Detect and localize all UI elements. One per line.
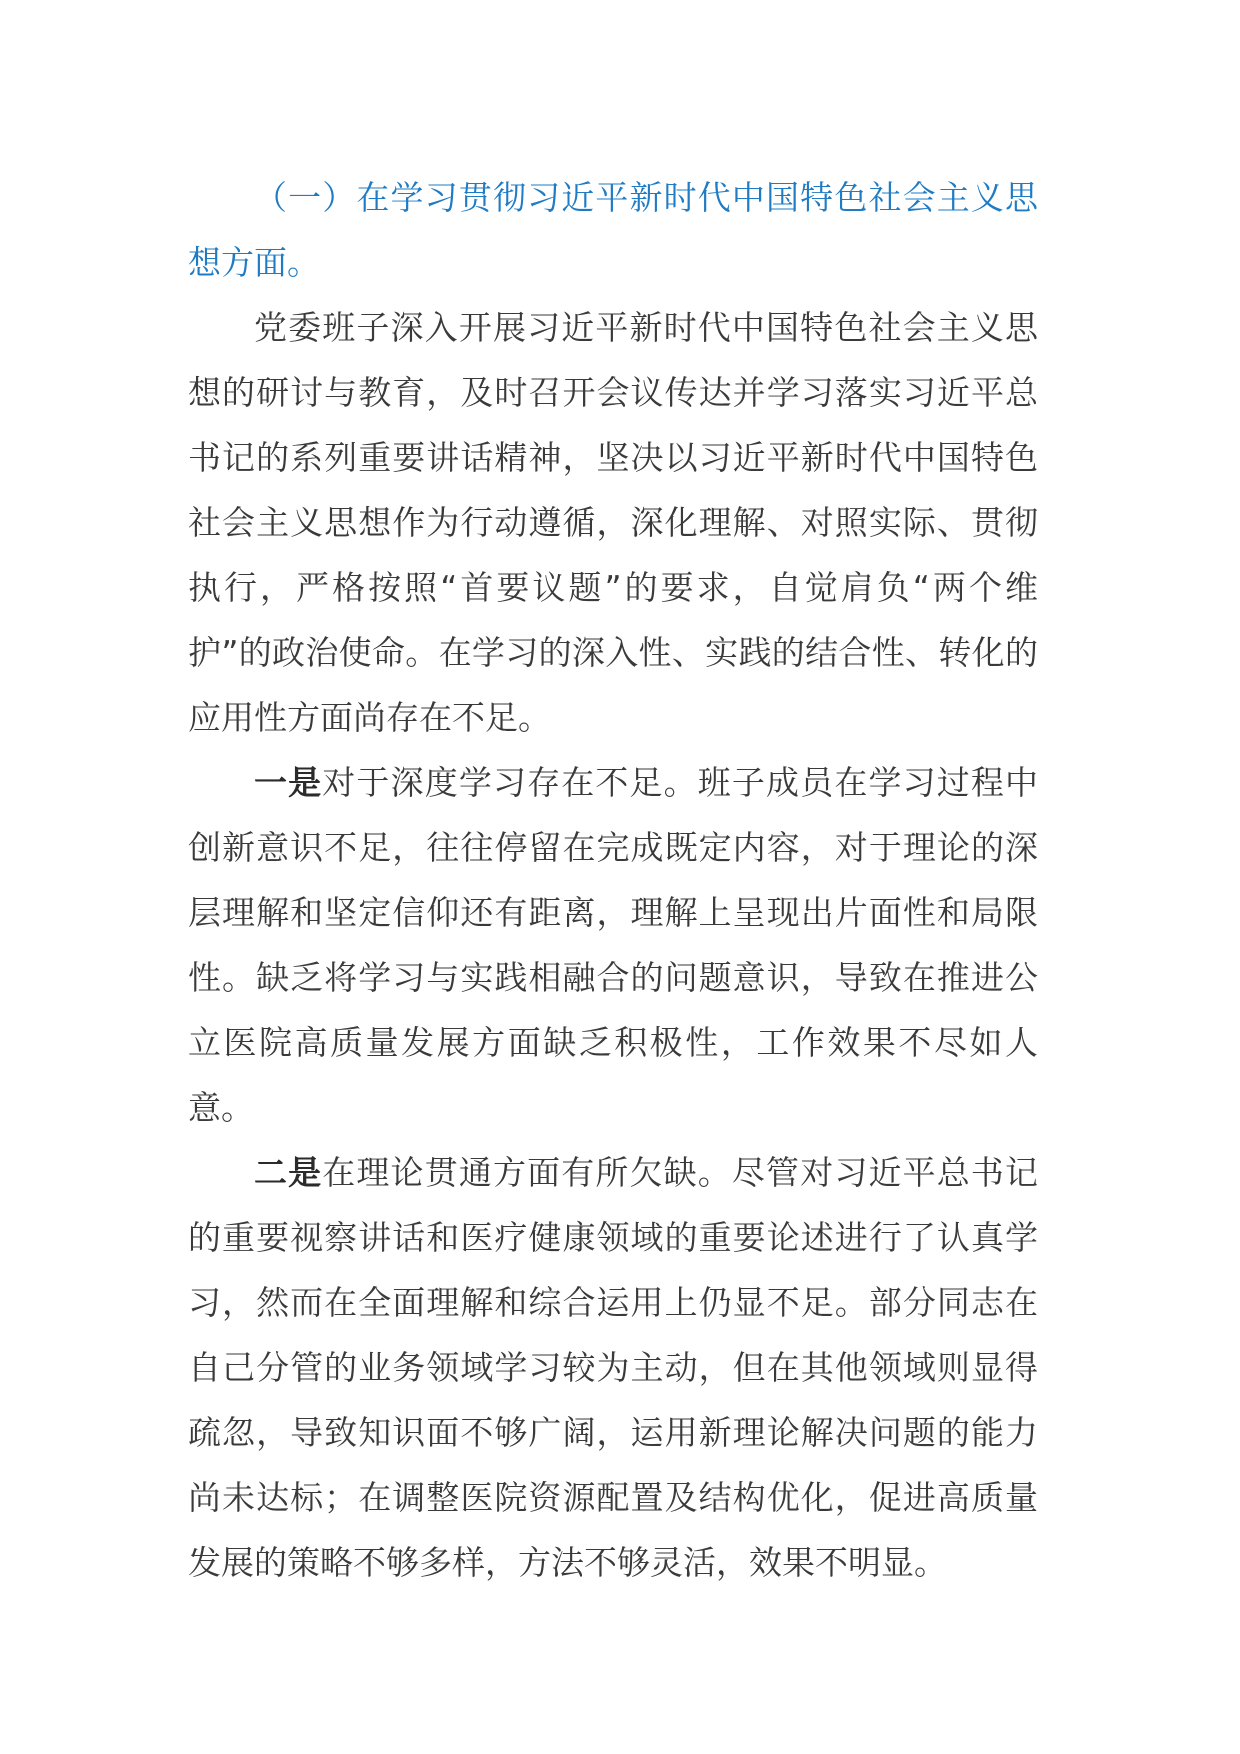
point-two-text: 在理论贯通方面有所欠缺。尽管对习近平总书记的重要视察讲话和医疗健康领域的重要论述进行了认真学习，然而在全面理解和综合运用上仍显不足。部分同志在自己分管的业务领域学习较为主动，但在其他领域则显得疏忽，导致知识面不够广阔，运用新理论解决问题的能力尚未达标；在调整医院资源配置及结构优化，促进高质量发展的策略不够多样，方法不够灵活，效果不明显。 (188, 1153, 1039, 1582)
section-heading: （一）在学习贯彻习近平新时代中国特色社会主义思想方面。 (188, 178, 1038, 282)
paragraph-intro-text: 党委班子深入开展习近平新时代中国特色社会主义思想的研讨与教育，及时召开会议传达并学习落实习近平总书记的系列重要讲话精神，坚决以习近平新时代中国特色社会主义思想作为行动遵循，深化理解、对照实际、贯彻执行，严格按照“首要议题”的要求，自觉肩负“两个维护”的政治使命。在学习的深入性、实践的结合性、转化的应用性方面尚存在不足。 (188, 308, 1038, 737)
paragraph-point-one (188, 750, 1038, 1140)
document-body (188, 165, 1038, 1595)
point-one-lead: 一是 (254, 763, 323, 802)
point-one-text: 对于深度学习存在不足。班子成员在学习过程中创新意识不足，往往停留在完成既定内容，对于理论的深层理解和坚定信仰还有距离，理解上呈现出片面性和局限性。缺乏将学习与实践相融合的问题意识，导致在推进公立医院高质量发展方面缺乏积极性，工作效果不尽如人意。 (188, 763, 1039, 1127)
paragraph-point-two (188, 1140, 1038, 1595)
paragraph-intro (188, 295, 1038, 750)
point-two-lead: 二是 (254, 1153, 323, 1192)
